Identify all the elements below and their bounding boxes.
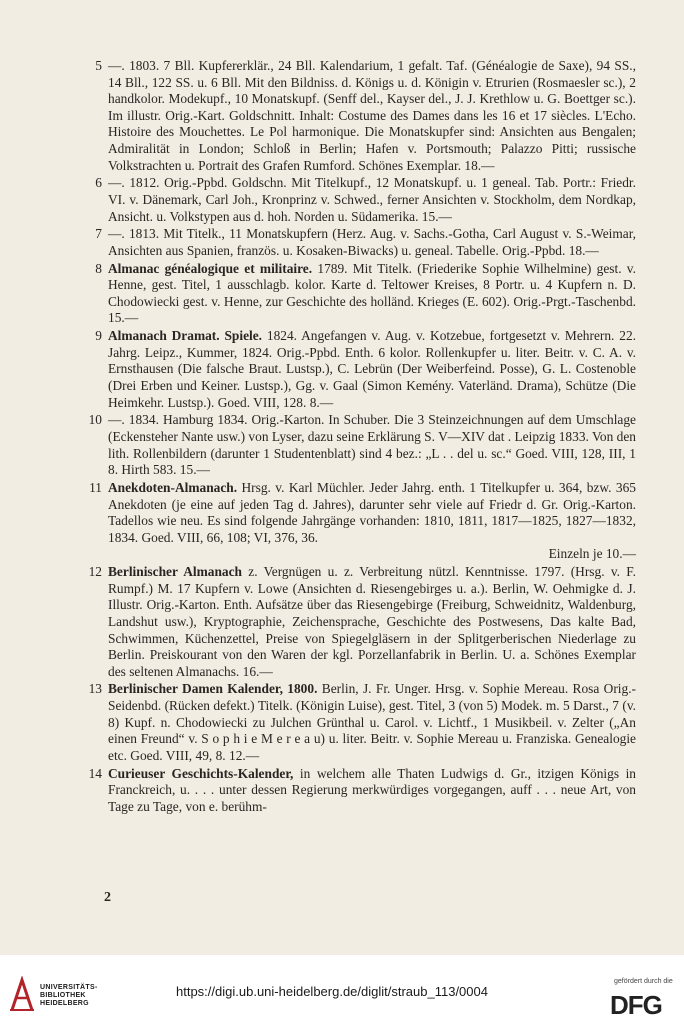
- entry-price: 18.—: [568, 242, 599, 258]
- entry-body: —. 1803. 7 Bll. Kupfererklär., 24 Bll. Kalendarium, 1 gefalt. Taf. (Généalogie de Saxe), 94 SS., 14 Bll., 122 SS. u. 6 Bll. Mit den Bildniss. d. Königs u. d. Königin v. Etrurien (Rosmaesler sc.), 2 handkolor. Modekupf., 10 Monatskupf. (Senff del., Kayser del., J. J. Krethlow u. G. Boettger sc.). Im illustr. Orig.-Kart. Goldschnitt. Inhalt: Costume des Dames dans les 16 et 17 siècles. L'Echo. Histoire des Mouchettes. Le Pol harmonique. Die Monatskupfer sind: Ansichten aus Bengalen; Admiralität in London; Schloß in Berlin; Hafen v. Portsmouth; Palazzo Pitti; russische Volkstrachten u. Portrait des Grafen Rumford. Schönes Exemplar.: [108, 58, 636, 173]
- entry-number: 13: [88, 681, 102, 697]
- entry-text: [108, 226, 636, 259]
- institution-line: UNIVERSITÄTS-: [40, 984, 98, 991]
- entry-number: 5: [95, 58, 102, 73]
- entry-number: 10: [88, 412, 102, 428]
- catalog-entry: [95, 175, 636, 225]
- entry-body: in welchem alle Thaten Ludwigs d. Gr., itzigen Königs in Franckreich, u. . . . unter dessen Regierung merkwürdiges vorgegangen, auff . . . neue Art, von Tage zu Tage, von e. berühm-: [108, 765, 636, 814]
- institution-line: BIBLIOTHEK: [40, 992, 86, 999]
- institution-line: HEIDELBERG: [40, 1000, 89, 1007]
- entry-body: 1789. Mit Titelk. (Friederike Sophie Wilhelmine) gest. v. Henne, gest. Titel, 1 ausschlagb. kolor. Karte d. Teltower Kreises, 8 Portr. u. 4 Kupfern n. D. Chodowiecki gest. v. Henne, zur Geschichte des holländ. Krieges (E. 602). Orig.-Prgt.-Taschenbd.: [108, 260, 636, 309]
- entry-title: Almanac généalogique et militaire.: [108, 260, 313, 276]
- entry-title: Berlinischer Damen Kalender, 1800.: [108, 681, 318, 697]
- entry-price: Einzeln je 10.—: [548, 546, 636, 562]
- catalog-entry: [88, 412, 636, 478]
- entry-price: 12.—: [229, 747, 260, 763]
- catalog-entries: [88, 58, 637, 817]
- entry-text: [108, 564, 636, 680]
- entry-body: —. 1813. Mit Titelk., 11 Monatskupfern (Herz. Aug. v. Sachs.-Gotha, Carl August v. S.-Weimar, Ansichten aus Spanien, französ. u. Kosaken-Biwacks) u. geneal. Tabelle. Orig.-Ppbd.: [108, 226, 636, 258]
- entry-text: [108, 681, 636, 764]
- page-number: 2: [104, 890, 111, 905]
- entry-body: Hrsg. v. Karl Müchler. Jeder Jahrg. enth. 1 Titelkupfer u. 364, bzw. 365 Anekdoten (je eine auf jeden Tag d. Jahres), darunter sehr viele auf Friedr d. Gr. Orig.-Karton. Tadellos wie neu. Es sind folgende Jahrgänge vorhanden: 1810, 1811, 1817—1825, 1827—1832, 1834. Goed. VIII, 66, 108; VI, 376, 36.: [108, 479, 636, 545]
- entry-price: 16.—: [242, 663, 273, 679]
- entry-number: 7: [95, 226, 102, 242]
- entry-title: Curieuser Geschichts-Kalender,: [108, 765, 294, 781]
- catalog-entry: [95, 328, 636, 411]
- entry-price: 18.—: [464, 157, 495, 173]
- entry-text: [108, 480, 636, 546]
- entry-text: [108, 58, 636, 174]
- university-seal-icon: [8, 976, 36, 1012]
- entry-text: [108, 412, 636, 478]
- catalog-entry: [89, 479, 636, 563]
- catalog-entry: [88, 564, 636, 680]
- entry-price: 8.—: [309, 394, 334, 410]
- entry-body: —. 1812. Orig.-Ppbd. Goldschn. Mit Titelkupf., 12 Monatskupf. u. 1 geneal. Tab. Portr.: Friedr. VI. v. Dänemark, Carl Joh., Kronprinz v. Schwed., ferner Ansichten v. Stockholm, dem Nordkap, Ansicht. u. Volkstypen aus d. hoh. Norden u. Südamerika.: [108, 175, 636, 224]
- catalog-entry: [95, 226, 636, 259]
- catalog-entry: [88, 765, 636, 816]
- entry-text: [108, 766, 636, 816]
- entry-text: [108, 328, 636, 411]
- entry-price: 15.—: [179, 462, 210, 478]
- entry-body: —. 1834. Hamburg 1834. Orig.-Karton. In Schuber. Die 3 Steinzeichnungen auf dem Umschlage (Eckensteher Nante usw.) von Lyser, dazu seine Erklärung S. V—XIV dat . Leipzig 1833. Von den lith. Rollenbildern (darunter 1 Studentenblatt) sind 4 bez.: „L . . del u. sc.“ Goed. VIII, 128, III, 1 8. Hirth 583.: [108, 412, 636, 478]
- entry-text: [108, 261, 636, 327]
- entry-text: [108, 175, 636, 225]
- catalog-entry: [95, 260, 636, 327]
- entry-number: 8: [95, 260, 102, 276]
- dfg-logo: DFG: [610, 990, 662, 1020]
- institution-name: [40, 984, 98, 1008]
- entry-body: 1824. Angefangen v. Aug. v. Kotzebue, fortgesetzt v. Mehrern. 22. Jahrg. Leipz., Kummer, 1824. Orig.-Ppbd. Enth. 6 kolor. Rollenkupfer u. liter. Beitr. v. C. A. v. Ernsthausen (Die falsche Braut. Lustsp.), C. Lebrün (Der Weiberfeind. Posse), G. L. Costenoble (Drei Erben und Keiner. Lustsp.), Gg. v. Gaal (Simon Kemény. Vaterländ. Drama), Schütze (Die Heimkehr. Lustsp.). Goed. VIII, 128.: [108, 328, 636, 410]
- entry-body: z. Vergnügen u. z. Verbreitung nützl. Kenntnisse. 1797. (Hrsg. v. F. Rumpf.) M. 17 Kupfern v. Lowe (Ansichten d. Riesengebirges u. a.). Berlin, W. Oehmigke d. J. Illustr. Orig.-Karton. Enth. Aufsätze über das Riesengebirge (Freiburg, Schweidnitz, Waldenburg, Landshut usw.), Kryptographie, Zeichensprache, Geschichte des Postwesens, Das kalte Bad, Schwimmen, Küchenzettel, Preise von Spiegelgläsern in der Splitgerberischen Niederlage zu Berlin. Preiskourant von den Waren der kgl. Porzellanfabrik in Berlin. U. a. Schönes Exemplar des seltenen Almanachs.: [108, 564, 636, 679]
- entry-number: 11: [89, 479, 102, 495]
- entry-number: 9: [95, 328, 102, 344]
- entry-body: Berlin, J. Fr. Unger. Hrsg. v. Sophie Mereau. Rosa Orig.-Seidenbd. (Rücken defekt.) Titelk. (Königin Luise), gest. Titel, 3 (von 5) Modek. m. 5 Darst., 7 (v. 8) Kupf. n. Chodowiecki zu Julchen Grünthal u. Carol. v. Lichtf., 1 Musikbeil. v. Zelter („An einen Freund“ v. S o p h i e M e r e a u) u. liter. Beitr. v. Sophie Mereau u. Franziska. Genealogie etc. Goed. VIII, 49, 8.: [108, 681, 637, 763]
- entry-price: 15.—: [421, 208, 452, 224]
- entry-number: 12: [88, 564, 102, 580]
- permalink-url[interactable]: https://digi.ub.uni-heidelberg.de/diglit/straub_113/0004: [176, 984, 488, 999]
- catalog-entry: [95, 58, 636, 174]
- entry-title: Almanach Dramat. Spiele.: [108, 328, 263, 344]
- entry-number: 14: [88, 765, 102, 781]
- entry-price: 15.—: [108, 310, 139, 326]
- funder-caption: gefördert durch die: [614, 978, 673, 985]
- entry-number: 6: [95, 175, 102, 191]
- entry-price-line: [108, 546, 636, 563]
- entry-title: Anekdoten-Almanach.: [108, 479, 238, 495]
- entry-title: Berlinischer Almanach: [108, 564, 242, 580]
- catalog-entry: [88, 681, 637, 764]
